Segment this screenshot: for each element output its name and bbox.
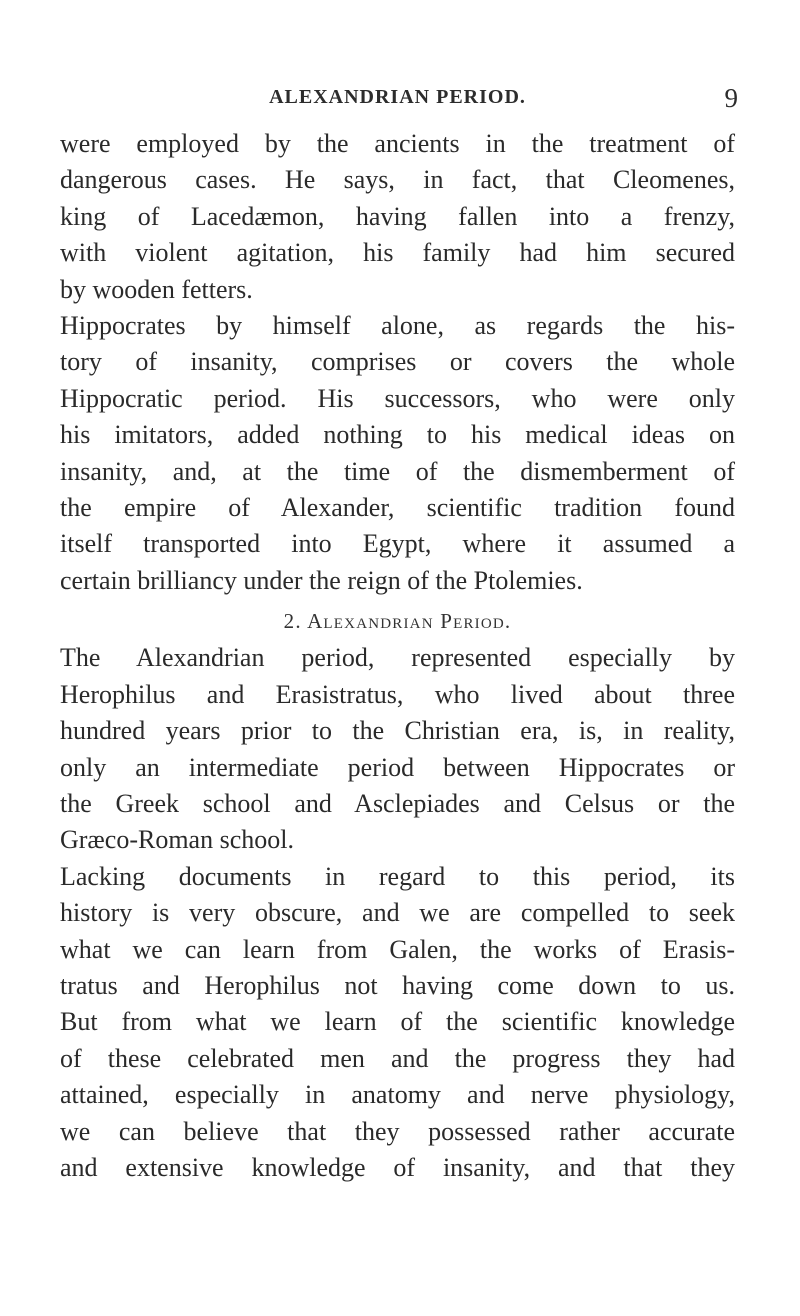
text-line: The Alexandrian period, represented especially by	[60, 643, 735, 673]
text-line: what we can learn from Galen, the works of Erasis-	[60, 934, 735, 964]
text-line: Græco-Roman school.	[60, 825, 294, 855]
text-line: Hippocrates by himself alone, as regards the his-	[60, 311, 735, 341]
text-line: tory of insanity, comprises or covers the whole	[60, 347, 735, 377]
text-line: with violent agitation, his family had him secured	[60, 238, 735, 268]
text-line: attained, especially in anatomy and nerve physiology,	[60, 1080, 735, 1110]
text-line: insanity, and, at the time of the dismemberment of	[60, 456, 735, 486]
text-line: hundred years prior to the Christian era, is, in reality,	[60, 716, 735, 746]
page-number: 9	[724, 83, 738, 113]
running-head	[60, 83, 738, 126]
text-line: his imitators, added nothing to his medical ideas on	[60, 420, 735, 450]
paragraph	[60, 126, 735, 308]
text-line: history is very obscure, and we are compelled to seek	[60, 898, 735, 928]
paragraph	[60, 308, 735, 599]
text-line: king of Lacedæmon, having fallen into a frenzy,	[60, 201, 735, 231]
text-line: by wooden fetters.	[60, 274, 253, 304]
text-line: were employed by the ancients in the treatment of	[60, 129, 735, 158]
paragraph	[60, 640, 735, 858]
section-heading: 2. Alexandrian Period.	[283, 609, 512, 634]
text-line: Lacking documents in regard to this period, its	[60, 861, 735, 891]
book-page	[60, 83, 738, 1186]
text-line: we can believe that they possessed rather accurate	[60, 1116, 735, 1146]
text-line: tratus and Herophilus not having come down to us.	[60, 970, 735, 1000]
text-line: itself transported into Egypt, where it assumed a	[60, 529, 735, 559]
text-line: the Greek school and Asclepiades and Celsus or the	[60, 788, 735, 818]
running-title: ALEXANDRIAN PERIOD.	[269, 86, 526, 108]
text-line: dangerous cases. He says, in fact, that Cleomenes,	[60, 165, 735, 195]
text-line: But from what we learn of the scientific knowledge	[60, 1007, 735, 1037]
text-line: the empire of Alexander, scientific tradition found	[60, 493, 735, 523]
text-line: Hippocratic period. His successors, who were only	[60, 383, 735, 413]
paragraph	[60, 859, 735, 1187]
text-line: Herophilus and Erasistratus, who lived about three	[60, 679, 735, 709]
text-line: of these celebrated men and the progress they had	[60, 1043, 735, 1073]
text-line: certain brilliancy under the reign of the Ptolemies.	[60, 565, 583, 595]
text-line: and extensive knowledge of insanity, and that they	[60, 1152, 735, 1182]
text-line: only an intermediate period between Hippocrates or	[60, 752, 735, 782]
